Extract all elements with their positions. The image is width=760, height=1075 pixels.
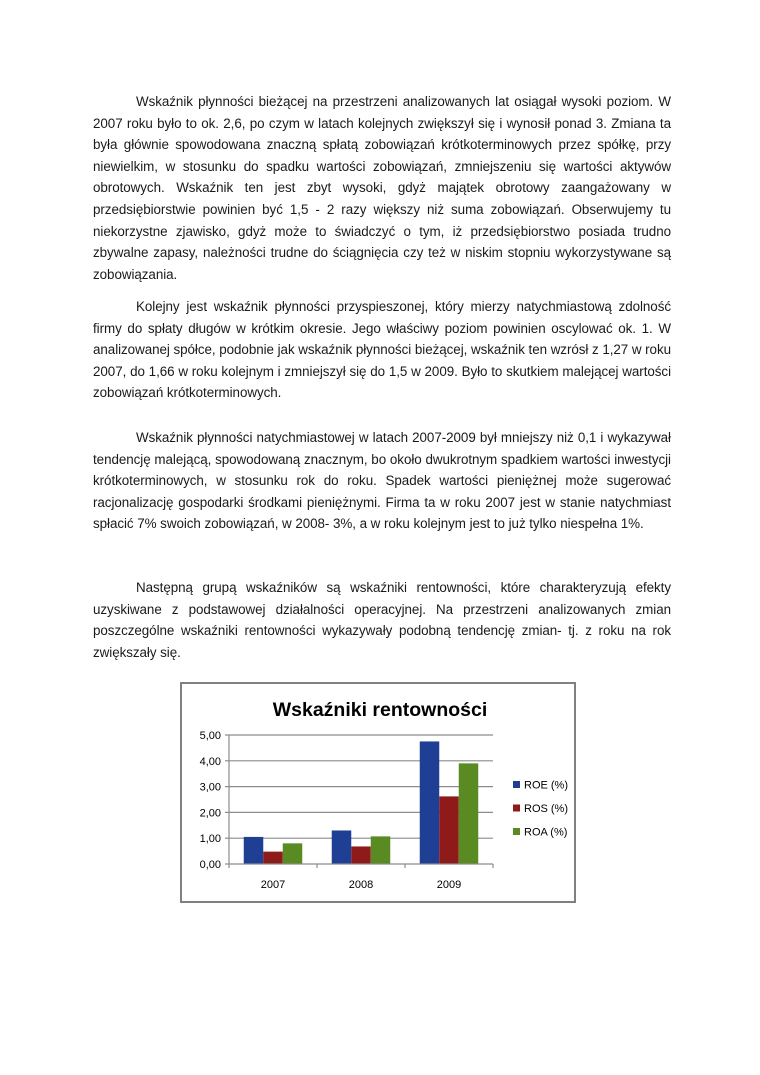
x-tick-label: 2008 xyxy=(348,879,374,891)
bar-roa-2008 xyxy=(371,836,391,864)
profitability-chart xyxy=(180,682,576,903)
legend-swatch-roe xyxy=(513,781,520,788)
bar-ros-2007 xyxy=(263,852,283,864)
paragraph-quick-liquidity xyxy=(93,296,671,404)
bar-roe-2009 xyxy=(420,741,440,864)
paragraph-text: Wskaźnik płynności natychmiastowej w latach 2007-2009 był mniejszy niż 0,1 i wykazywał tendencję malejącą, spowodowaną znacznym, bo około dwukrotnym spadkiem wartości inwestycji krótkoterminowych, w stosunku rok do roku. Spadek wartości pieniężnej może sugerować racjonalizację gospodarki środkami pieniężnymi. Firma ta w roku 2007 jest w stanie natychmiast spłacić 7% swoich zobowiązań, w 2008- 3%, a w roku kolejnym jest to już tylko niespełna 1%. xyxy=(93,430,671,532)
legend-label-roe: ROE (%) xyxy=(524,779,568,792)
x-tick-label: 2007 xyxy=(260,879,286,891)
y-tick-label: 4,00 xyxy=(199,755,221,768)
legend-swatch-roa xyxy=(513,828,520,835)
bar-ros-2008 xyxy=(351,846,371,864)
y-tick-label: 0,00 xyxy=(199,859,221,871)
y-tick-label: 3,00 xyxy=(199,781,221,794)
paragraph-cash-liquidity xyxy=(93,427,671,535)
y-tick-label: 1,00 xyxy=(199,833,221,846)
bar-roa-2007 xyxy=(283,843,303,864)
paragraph-text: Wskaźnik płynności bieżącej na przestrzeni analizowanych lat osiągał wysoki poziom. W 2007 roku było to ok. 2,6, po czym w latach kolejnych zwiększył się i wynosił ponad 3. Zmiana ta była głównie spowodowana znaczną spłatą zobowiązań krótkoterminowych przez spółkę, przy niewielkim, w stosunku do spadku wartości zobowiązań, zmniejszeniu się wartości aktywów obrotowych. Wskaźnik ten jest zbyt wysoki, gdyż majątek obrotowy zaangażowany w przedsiębiorstwie powinien być 1,5 - 2 razy większy niż suma zobowiązań. Obserwujemy tu niekorzystne zjawisko, gdyż może to świadczyć o tym, iż przedsiębiorstwo posiada trudno zbywalne zapasy, należności trudne do ściągnięcia czy też w niskim stopniu wykorzystywane są zobowiązania. xyxy=(93,94,671,282)
chart-canvas xyxy=(182,684,574,901)
x-tick-label: 2009 xyxy=(436,879,462,891)
paragraph-text: Następną grupą wskaźników są wskaźniki rentowności, które charakteryzują efekty uzyskiwane z podstawowej działalności operacyjnej. Na przestrzeni analizowanych zmian poszczególne wskaźniki rentowności wykazywały podobną tendencję zmian- tj. z roku na rok zwiększały się. xyxy=(93,580,671,660)
y-tick-label: 2,00 xyxy=(199,807,221,820)
bar-roa-2009 xyxy=(459,763,479,864)
legend-label-ros: ROS (%) xyxy=(524,803,568,815)
paragraph-profitability xyxy=(93,577,671,663)
bar-roe-2008 xyxy=(332,830,352,864)
bar-ros-2009 xyxy=(439,796,459,864)
legend-label-roa: ROA (%) xyxy=(524,826,568,839)
legend-swatch-ros xyxy=(513,805,520,812)
bar-roe-2007 xyxy=(244,837,264,864)
y-tick-label: 5,00 xyxy=(199,730,221,742)
chart-title: Wskaźniki rentowności xyxy=(272,699,488,721)
legend xyxy=(513,780,568,839)
paragraph-text: Kolejny jest wskaźnik płynności przyspieszonej, który mierzy natychmiastową zdolność firmy do spłaty długów w krótkim okresie. Jego właściwy poziom powinien oscylować ok. 1. W analizowanej spółce, podobnie jak wskaźnik płynności bieżącej, wskaźnik ten wzrósł z 1,27 w roku 2007, do 1,66 w roku kolejnym i zmniejszył się do 1,5 w 2009. Było to skutkiem malejącej wartości zobowiązań krótkoterminowych. xyxy=(93,299,671,401)
paragraph-current-liquidity xyxy=(93,91,671,285)
bars xyxy=(244,741,479,864)
